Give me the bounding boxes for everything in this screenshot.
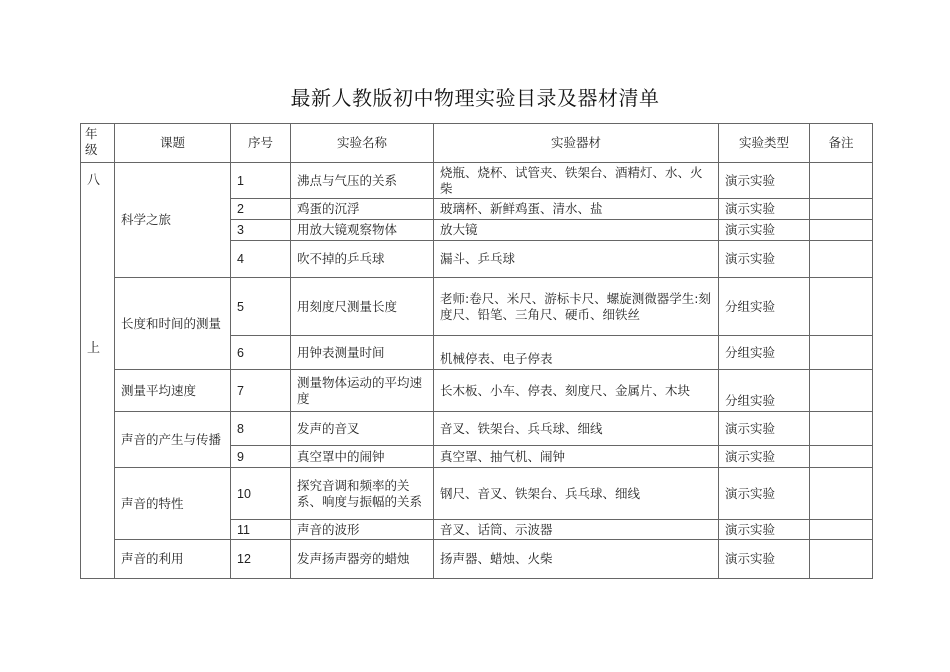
experiment-table xyxy=(80,123,873,579)
topic-cell: 长度和时间的测量 xyxy=(115,278,231,370)
experiment-note xyxy=(810,446,873,468)
experiment-note xyxy=(810,540,873,579)
experiment-equipment: 钢尺、音叉、铁架台、兵乓球、细线 xyxy=(434,468,719,520)
experiment-note xyxy=(810,163,873,199)
row-number: 2 xyxy=(231,199,291,220)
experiment-note xyxy=(810,220,873,241)
topic-cell: 声音的产生与传播 xyxy=(115,412,231,468)
experiment-note xyxy=(810,199,873,220)
row-number: 10 xyxy=(231,468,291,520)
topic-cell: 科学之旅 xyxy=(115,163,231,278)
experiment-equipment: 放大镜 xyxy=(434,220,719,241)
experiment-type: 演示实验 xyxy=(719,220,810,241)
experiment-type: 演示实验 xyxy=(719,412,810,446)
experiment-type: 演示实验 xyxy=(719,468,810,520)
header-grade: 年级 xyxy=(81,124,115,163)
experiment-type: 演示实验 xyxy=(719,446,810,468)
table-row xyxy=(81,370,873,412)
experiment-equipment: 老师:卷尺、米尺、游标卡尺、螺旋测微器学生:刻度尺、铅笔、三角尺、硬币、细铁丝 xyxy=(434,278,719,336)
experiment-equipment: 机械停表、电子停表 xyxy=(434,336,719,370)
experiment-equipment: 长木板、小车、停表、刻度尺、金属片、木块 xyxy=(434,370,719,412)
experiment-note xyxy=(810,241,873,278)
row-number: 6 xyxy=(231,336,291,370)
experiment-note xyxy=(810,336,873,370)
table-row xyxy=(81,468,873,520)
experiment-name: 吹不掉的乒乓球 xyxy=(291,241,434,278)
experiment-type: 演示实验 xyxy=(719,199,810,220)
table-header-row xyxy=(81,124,873,163)
table-row xyxy=(81,540,873,579)
experiment-equipment: 玻璃杯、新鲜鸡蛋、清水、盐 xyxy=(434,199,719,220)
experiment-equipment: 扬声器、蜡烛、火柴 xyxy=(434,540,719,579)
experiment-name: 用钟表测量时间 xyxy=(291,336,434,370)
row-number: 1 xyxy=(231,163,291,199)
experiment-name: 发声的音叉 xyxy=(291,412,434,446)
experiment-equipment: 音叉、铁架台、兵乓球、细线 xyxy=(434,412,719,446)
row-number: 5 xyxy=(231,278,291,336)
row-number: 9 xyxy=(231,446,291,468)
experiment-equipment: 音叉、话筒、示波器 xyxy=(434,520,719,540)
experiment-type: 演示实验 xyxy=(719,540,810,579)
experiment-note xyxy=(810,468,873,520)
experiment-type: 演示实验 xyxy=(719,163,810,199)
experiment-note xyxy=(810,370,873,412)
experiment-note xyxy=(810,278,873,336)
experiment-name: 探究音调和频率的关系、响度与振幅的关系 xyxy=(291,468,434,520)
row-number: 3 xyxy=(231,220,291,241)
experiment-name: 鸡蛋的沉浮 xyxy=(291,199,434,220)
experiment-equipment: 真空罩、抽气机、闹钟 xyxy=(434,446,719,468)
experiment-type: 分组实验 xyxy=(719,336,810,370)
header-note: 备注 xyxy=(810,124,873,163)
experiment-type: 演示实验 xyxy=(719,241,810,278)
document-title: 最新人教版初中物理实验目录及器材清单 xyxy=(290,86,660,110)
row-number: 7 xyxy=(231,370,291,412)
table-row xyxy=(81,163,873,199)
row-number: 8 xyxy=(231,412,291,446)
row-number: 11 xyxy=(231,520,291,540)
experiment-note xyxy=(810,520,873,540)
grade-upper: 上 xyxy=(87,341,101,356)
experiment-name: 沸点与气压的关系 xyxy=(291,163,434,199)
grade-eight: 八 xyxy=(87,173,101,188)
experiment-name: 真空罩中的闹钟 xyxy=(291,446,434,468)
table-row xyxy=(81,278,873,336)
header-topic: 课题 xyxy=(115,124,231,163)
topic-cell: 声音的利用 xyxy=(115,540,231,579)
experiment-equipment: 烧瓶、烧杯、试管夹、铁架台、酒精灯、水、火柴 xyxy=(434,163,719,199)
header-name: 实验名称 xyxy=(291,124,434,163)
experiment-note xyxy=(810,412,873,446)
experiment-name: 用刻度尺测量长度 xyxy=(291,278,434,336)
experiment-name: 声音的波形 xyxy=(291,520,434,540)
experiment-type: 分组实验 xyxy=(719,278,810,336)
row-number: 12 xyxy=(231,540,291,579)
experiment-type: 演示实验 xyxy=(719,520,810,540)
experiment-type: 分组实验 xyxy=(719,370,810,412)
topic-cell: 声音的特性 xyxy=(115,468,231,540)
experiment-name: 发声扬声器旁的蜡烛 xyxy=(291,540,434,579)
experiment-name: 用放大镜观察物体 xyxy=(291,220,434,241)
row-number: 4 xyxy=(231,241,291,278)
table-row xyxy=(81,412,873,446)
experiment-name: 测量物体运动的平均速度 xyxy=(291,370,434,412)
topic-cell: 测量平均速度 xyxy=(115,370,231,412)
header-equipment: 实验器材 xyxy=(434,124,719,163)
grade-cell xyxy=(81,163,115,579)
experiment-equipment: 漏斗、乒乓球 xyxy=(434,241,719,278)
header-no: 序号 xyxy=(231,124,291,163)
header-type: 实验类型 xyxy=(719,124,810,163)
